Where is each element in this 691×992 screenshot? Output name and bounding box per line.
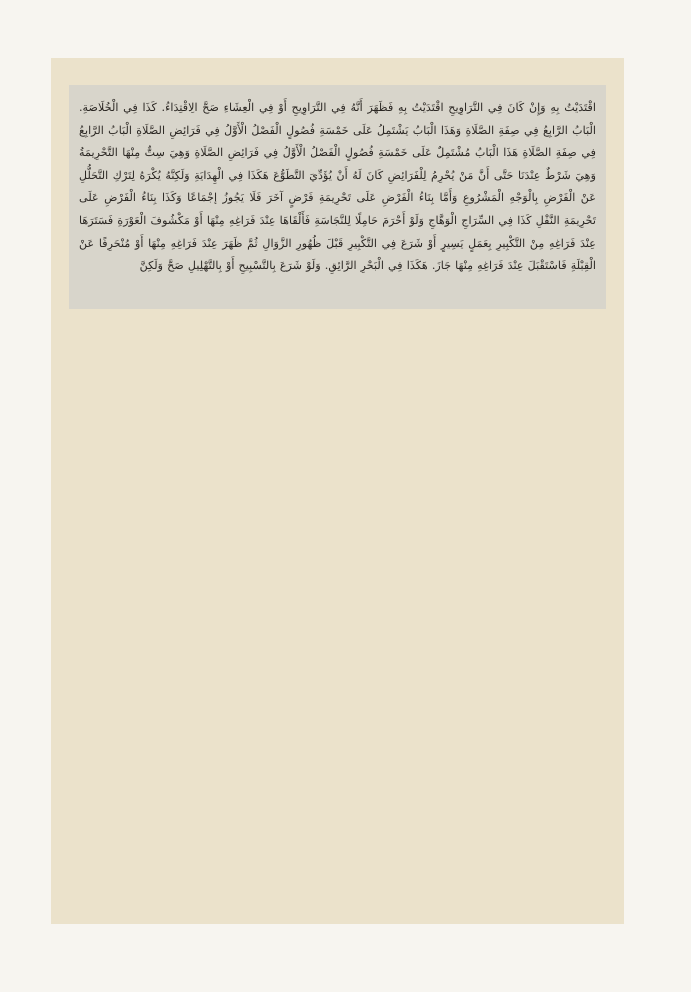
arabic-body-text: اقْتَدَيْتُ بِهِ وَإِنْ كَانَ فِي التَّرَاوِيحِ اقْتَدَيْتُ بِهِ فَظَهَرَ أَنَّهُ فِي التَّرَاوِيحِ أَوْ فِي الْعِشَاءِ صَحَّ الِاقْتِدَاءُ. كَذَا فِي الْخُلَاصَةِ. الْبَابُ الرَّابِعُ فِي صِفَةِ الصَّلَاةِ وَهَذَا الْبَابُ يَشْتَمِلُ عَلَى خَمْسَةِ فُصُولٍ الْفَصْلُ الْأَوَّلُ فِي فَرَائِضِ الصَّلَاةِ الْبَابُ الرَّابِعُ فِي صِفَةِ الصَّلَاةِ هَذَا الْبَابُ مُشْتَمِلٌ عَلَى خَمْسَةِ فُصُولٍ الْفَصْلُ الْأَوَّلُ فِي فَرَائِضِ الصَّلَاةِ وَهِيَ سِتٌّ مِنْهَا التَّحْرِيمَةُ وَهِيَ شَرْطٌ عِنْدَنَا حَتَّى أَنَّ مَنْ يُحْرِمُ لِلْفَرَائِضِ كَانَ لَهُ أَنْ يُؤَدِّيَ التَّطَوُّعَ هَكَذَا فِي الْهِدَايَةِ وَلَكِنَّهُ يُكْرَهُ لِتَرْكِ التَّحَلُّلِ عَنْ الْفَرْضِ بِالْوَجْهِ الْمَشْرُوعِ وَأَمَّا بِنَاءُ الْفَرْضِ عَلَى تَحْرِيمَةِ فَرْضٍ آخَرَ فَلَا يَجُوزُ إجْمَاعًا وَكَذَا بِنَاءُ الْفَرْضِ عَلَى تَحْرِيمَةِ النَّفْلِ كَذَا فِي السِّرَاجِ الْوَهَّاجِ وَلَوْ أَحْرَمَ حَامِلًا لِلنَّجَاسَةِ فَأَلْقَاهَا عِنْدَ فَرَاغِهِ مِنْهَا أَوْ مَكْشُوفَ الْعَوْرَةِ فَسَتَرَهَا عِنْدَ فَرَاغِهِ مِنْ التَّكْبِيرِ بِعَمَلٍ يَسِيرٍ أَوْ شَرَعَ فِي التَّكْبِيرِ قَبْلَ ظُهُورِ الزَّوَالِ ثُمَّ ظَهَرَ عِنْدَ فَرَاغِهِ مِنْهَا أَوْ مُنْحَرِفًا عَنْ الْقِبْلَةِ فَاسْتَقْبَلَ عِنْدَ فَرَاغِهِ مِنْهَا جَازَ. هَكَذَا فِي الْبَحْرِ الرَّائِقِ. وَلَوْ شَرَعَ بِالتَّسْبِيحِ أَوْ بِالتَّهْلِيلِ صَحَّ وَلَكِنَّ	[79, 101, 596, 273]
selected-text-block	[69, 85, 606, 309]
document-page	[51, 58, 624, 924]
